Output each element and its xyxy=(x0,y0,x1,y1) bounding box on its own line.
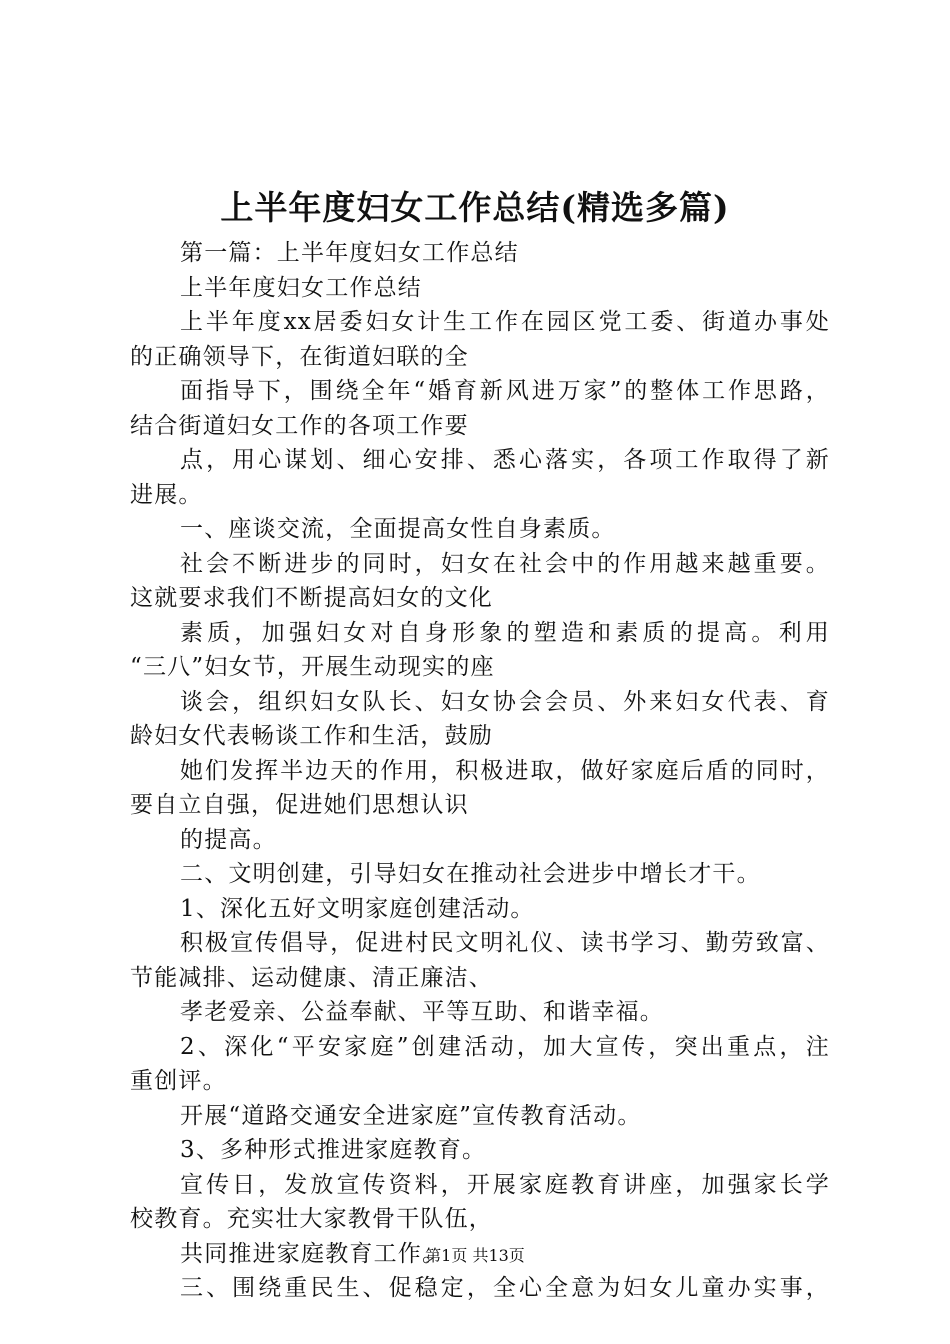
text-line: 素质，加强妇女对自身形象的塑造和素质的提高。利用 xyxy=(180,619,830,646)
text-line: “三八”妇女节，开展生动现实的座 xyxy=(130,654,495,680)
text-line: 三、围绕重民生、促稳定，全心全意为妇女儿童办实事， xyxy=(180,1275,830,1301)
text-line: 上半年度妇女工作总结 xyxy=(180,274,422,301)
text-line: 孝老爱亲、公益奉献、平等互助、和谐幸福。 xyxy=(180,999,664,1025)
text-line: 要自立自强，促进她们思想认识 xyxy=(130,792,469,818)
text-line: 3、多种形式推进家庭教育。 xyxy=(180,1137,487,1163)
text-line: 1、深化五好文明家庭创建活动。 xyxy=(180,895,535,922)
text-line: 面指导下，围绕全年“婚育新风进万家”的整体工作思路， xyxy=(180,378,830,404)
text-line: 2、深化“平安家庭”创建活动，加大宣传，突出重点，注 xyxy=(180,1033,830,1060)
text-line: 节能减排、运动健康、清正廉洁、 xyxy=(130,964,493,991)
text-line: 开展“道路交通安全进家庭”宣传教育活动。 xyxy=(180,1102,642,1129)
text-line: 的提高。 xyxy=(180,826,277,853)
text-line: 的正确领导下，在街道妇联的全 xyxy=(130,343,469,370)
text-line: 点，用心谋划、细心安排、悉心落实，各项工作取得了新 xyxy=(180,447,830,473)
text-line: 进展。 xyxy=(130,481,203,508)
text-line: 校教育。充实壮大家教骨干队伍， xyxy=(130,1206,493,1232)
text-line: 一、座谈交流，全面提高女性自身素质。 xyxy=(180,516,616,542)
text-line: 第一篇：上半年度妇女工作总结 xyxy=(180,240,519,266)
text-line: 社会不断进步的同时，妇女在社会中的作用越来越重要。 xyxy=(180,550,830,577)
text-line: 二、文明创建，引导妇女在推动社会进步中增长才干。 xyxy=(180,861,761,887)
text-line: 谈会，组织妇女队长、妇女协会会员、外来妇女代表、育 xyxy=(180,688,830,715)
document-body xyxy=(130,236,830,1306)
text-line: 上半年度xx居委妇女计生工作在园区党工委、街道办事处 xyxy=(180,309,830,335)
text-line: 结合街道妇女工作的各项工作要 xyxy=(130,412,469,439)
text-line: 这就要求我们不断提高妇女的文化 xyxy=(130,585,493,611)
text-line: 重创评。 xyxy=(130,1068,227,1094)
text-line: 龄妇女代表畅谈工作和生活，鼓励 xyxy=(130,723,493,749)
text-line: 积极宣传倡导，促进村民文明礼仪、读书学习、勤劳致富、 xyxy=(180,930,830,956)
text-line: 共同推进家庭教育工作。 xyxy=(180,1240,447,1267)
text-line: 宣传日，发放宣传资料，开展家庭教育讲座，加强家长学 xyxy=(180,1171,830,1198)
page-number-footer: 第1页 共13页 xyxy=(425,1246,525,1265)
document-title: 上半年度妇女工作总结(精选多篇) xyxy=(220,188,730,227)
text-line: 她们发挥半边天的作用，积极进取，做好家庭后盾的同时， xyxy=(180,757,830,784)
